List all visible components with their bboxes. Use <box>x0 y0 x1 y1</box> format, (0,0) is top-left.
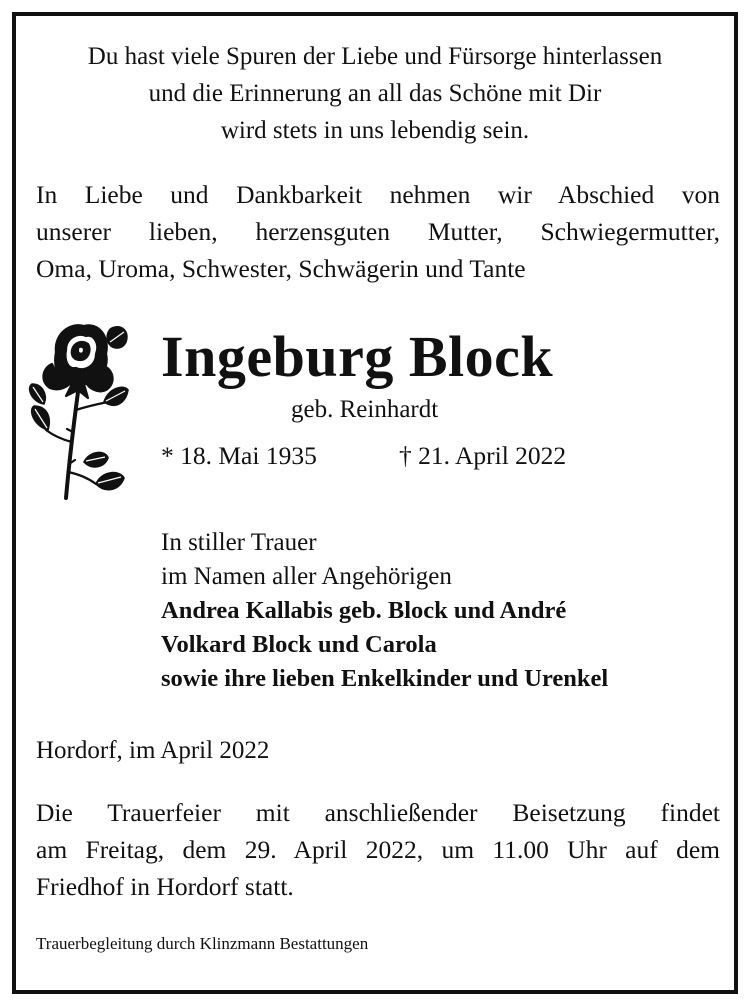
rose-icon <box>26 312 130 502</box>
funeral-line: Die Trauerfeier mit anschließender Beisetzung findet <box>36 798 720 827</box>
deceased-name: Ingeburg Block <box>161 324 554 389</box>
poem-verse <box>16 38 734 149</box>
death-date: † 21. April 2022 <box>399 441 567 470</box>
mourner-name: Andrea Kallabis geb. Block und André <box>161 597 567 624</box>
place-date: Hordorf, im April 2022 <box>36 737 270 764</box>
mourner-name: sowie ihre lieben Enkelkinder und Urenkel <box>161 665 609 692</box>
mourning-line: im Namen aller Angehörigen <box>161 563 452 590</box>
birth-name: geb. Reinhardt <box>291 396 439 423</box>
funeral-notice <box>36 794 720 905</box>
life-dates <box>161 439 567 473</box>
poem-line: Du hast viele Spuren der Liebe und Fürsorge hinterlassen <box>87 43 663 70</box>
intro-line: Oma, Uroma, Schwester, Schwägerin und Tante <box>36 254 526 283</box>
poem-line: und die Erinnerung an all das Schöne mit Dir <box>148 80 602 107</box>
obituary-frame <box>12 12 738 994</box>
mourning-line: In stiller Trauer <box>161 529 317 556</box>
birth-date: * 18. Mai 1935 <box>161 441 317 470</box>
mourners-block <box>161 526 608 696</box>
farewell-intro <box>36 176 720 287</box>
undertaker-credit: Trauerbegleitung durch Klinzmann Bestattungen <box>36 934 369 953</box>
poem-line: wird stets in uns lebendig sein. <box>220 117 530 144</box>
mourner-name: Volkard Block und Carola <box>161 631 437 658</box>
intro-line: unserer lieben, herzensguten Mutter, Schwiegermutter, <box>36 217 720 246</box>
intro-line: In Liebe und Dankbarkeit nehmen wir Abschied von <box>36 180 720 209</box>
funeral-line: Friedhof in Hordorf statt. <box>36 872 294 901</box>
funeral-line: am Freitag, dem 29. April 2022, um 11.00 Uhr auf dem <box>36 835 720 864</box>
